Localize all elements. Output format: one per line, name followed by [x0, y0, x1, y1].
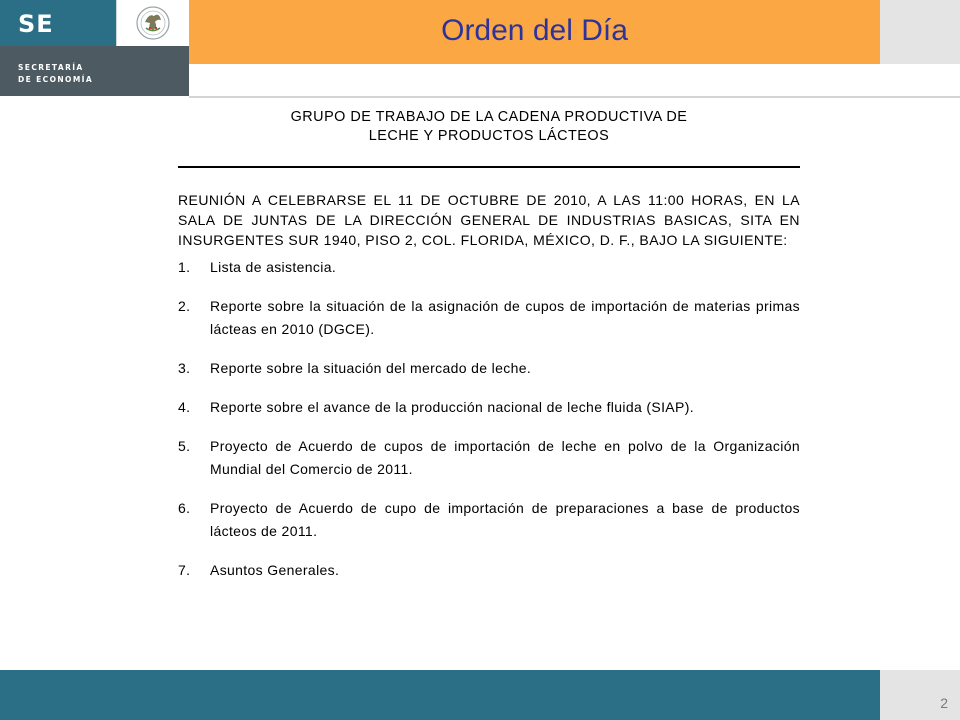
- agenda-item-text: Proyecto de Acuerdo de cupo de importación de preparaciones a base de productos lácteos de 2011.: [210, 500, 800, 539]
- logo-se-block: [0, 0, 116, 46]
- document-heading-line-2: LECHE Y PRODUCTOS LÁCTEOS: [368, 128, 610, 144]
- agenda-item: [178, 295, 800, 341]
- agenda-item-number: 5.: [178, 438, 191, 454]
- agenda-list: [178, 256, 800, 582]
- agenda-item: [178, 497, 800, 543]
- agenda-item-text: Reporte sobre la situación de la asignación de cupos de importación de materias primas lácteas en 2010 (DGCE).: [210, 298, 800, 337]
- agenda-item-number: 4.: [178, 399, 191, 415]
- agenda-item: [178, 559, 800, 582]
- logo-line-2: DE ECONOMÍA: [18, 75, 94, 84]
- meeting-intro: REUNIÓN A CELEBRARSE EL 11 DE OCTUBRE DE 2010, A LAS 11:00 HORAS, EN LA SALA DE JUNTAS DE LA DIRECCIÓN GENERAL DE INDUSTRIAS BASICAS, SITA EN INSURGENTES SUR 1940, PISO 2, COL. FLORIDA, MÉXICO, D. F., BAJO LA SIGUIENTE:: [178, 192, 800, 248]
- document-heading-line-1: GRUPO DE TRABAJO DE LA CADENA PRODUCTIVA DE: [290, 109, 688, 125]
- document-body: [178, 108, 800, 582]
- agenda-item-text: Reporte sobre el avance de la producción nacional de leche fluida (SIAP).: [210, 399, 694, 415]
- agenda-item-number: 2.: [178, 298, 191, 314]
- page-title: Orden del Día: [441, 14, 628, 47]
- header-divider: [189, 96, 960, 98]
- agenda-item-text: Reporte sobre la situación del mercado de leche.: [210, 360, 532, 376]
- logo-initials: SE: [18, 10, 54, 38]
- agenda-item: [178, 357, 800, 380]
- logo-line-1: SECRETARÍA: [18, 63, 84, 72]
- agenda-item-text: Asuntos Generales.: [210, 562, 340, 578]
- agenda-item-text: Lista de asistencia.: [210, 259, 337, 275]
- secretaria-economia-logo: [0, 0, 189, 96]
- logo-text-block: [0, 46, 189, 96]
- agenda-item: [178, 256, 800, 279]
- agenda-item-number: 7.: [178, 562, 191, 578]
- agenda-item-number: 1.: [178, 259, 191, 275]
- footer-bar: [0, 670, 880, 720]
- header-corner: [880, 0, 960, 64]
- coat-of-arms-icon: [116, 0, 189, 46]
- agenda-item-number: 6.: [178, 500, 191, 516]
- document-divider: [178, 166, 800, 168]
- agenda-item: [178, 396, 800, 419]
- page-number: 2: [940, 695, 948, 711]
- agenda-item-number: 3.: [178, 360, 191, 376]
- footer-corner: [880, 670, 960, 720]
- agenda-item-text: Proyecto de Acuerdo de cupos de importación de leche en polvo de la Organización Mundial del Comercio de 2011.: [210, 438, 800, 477]
- agenda-item: [178, 435, 800, 481]
